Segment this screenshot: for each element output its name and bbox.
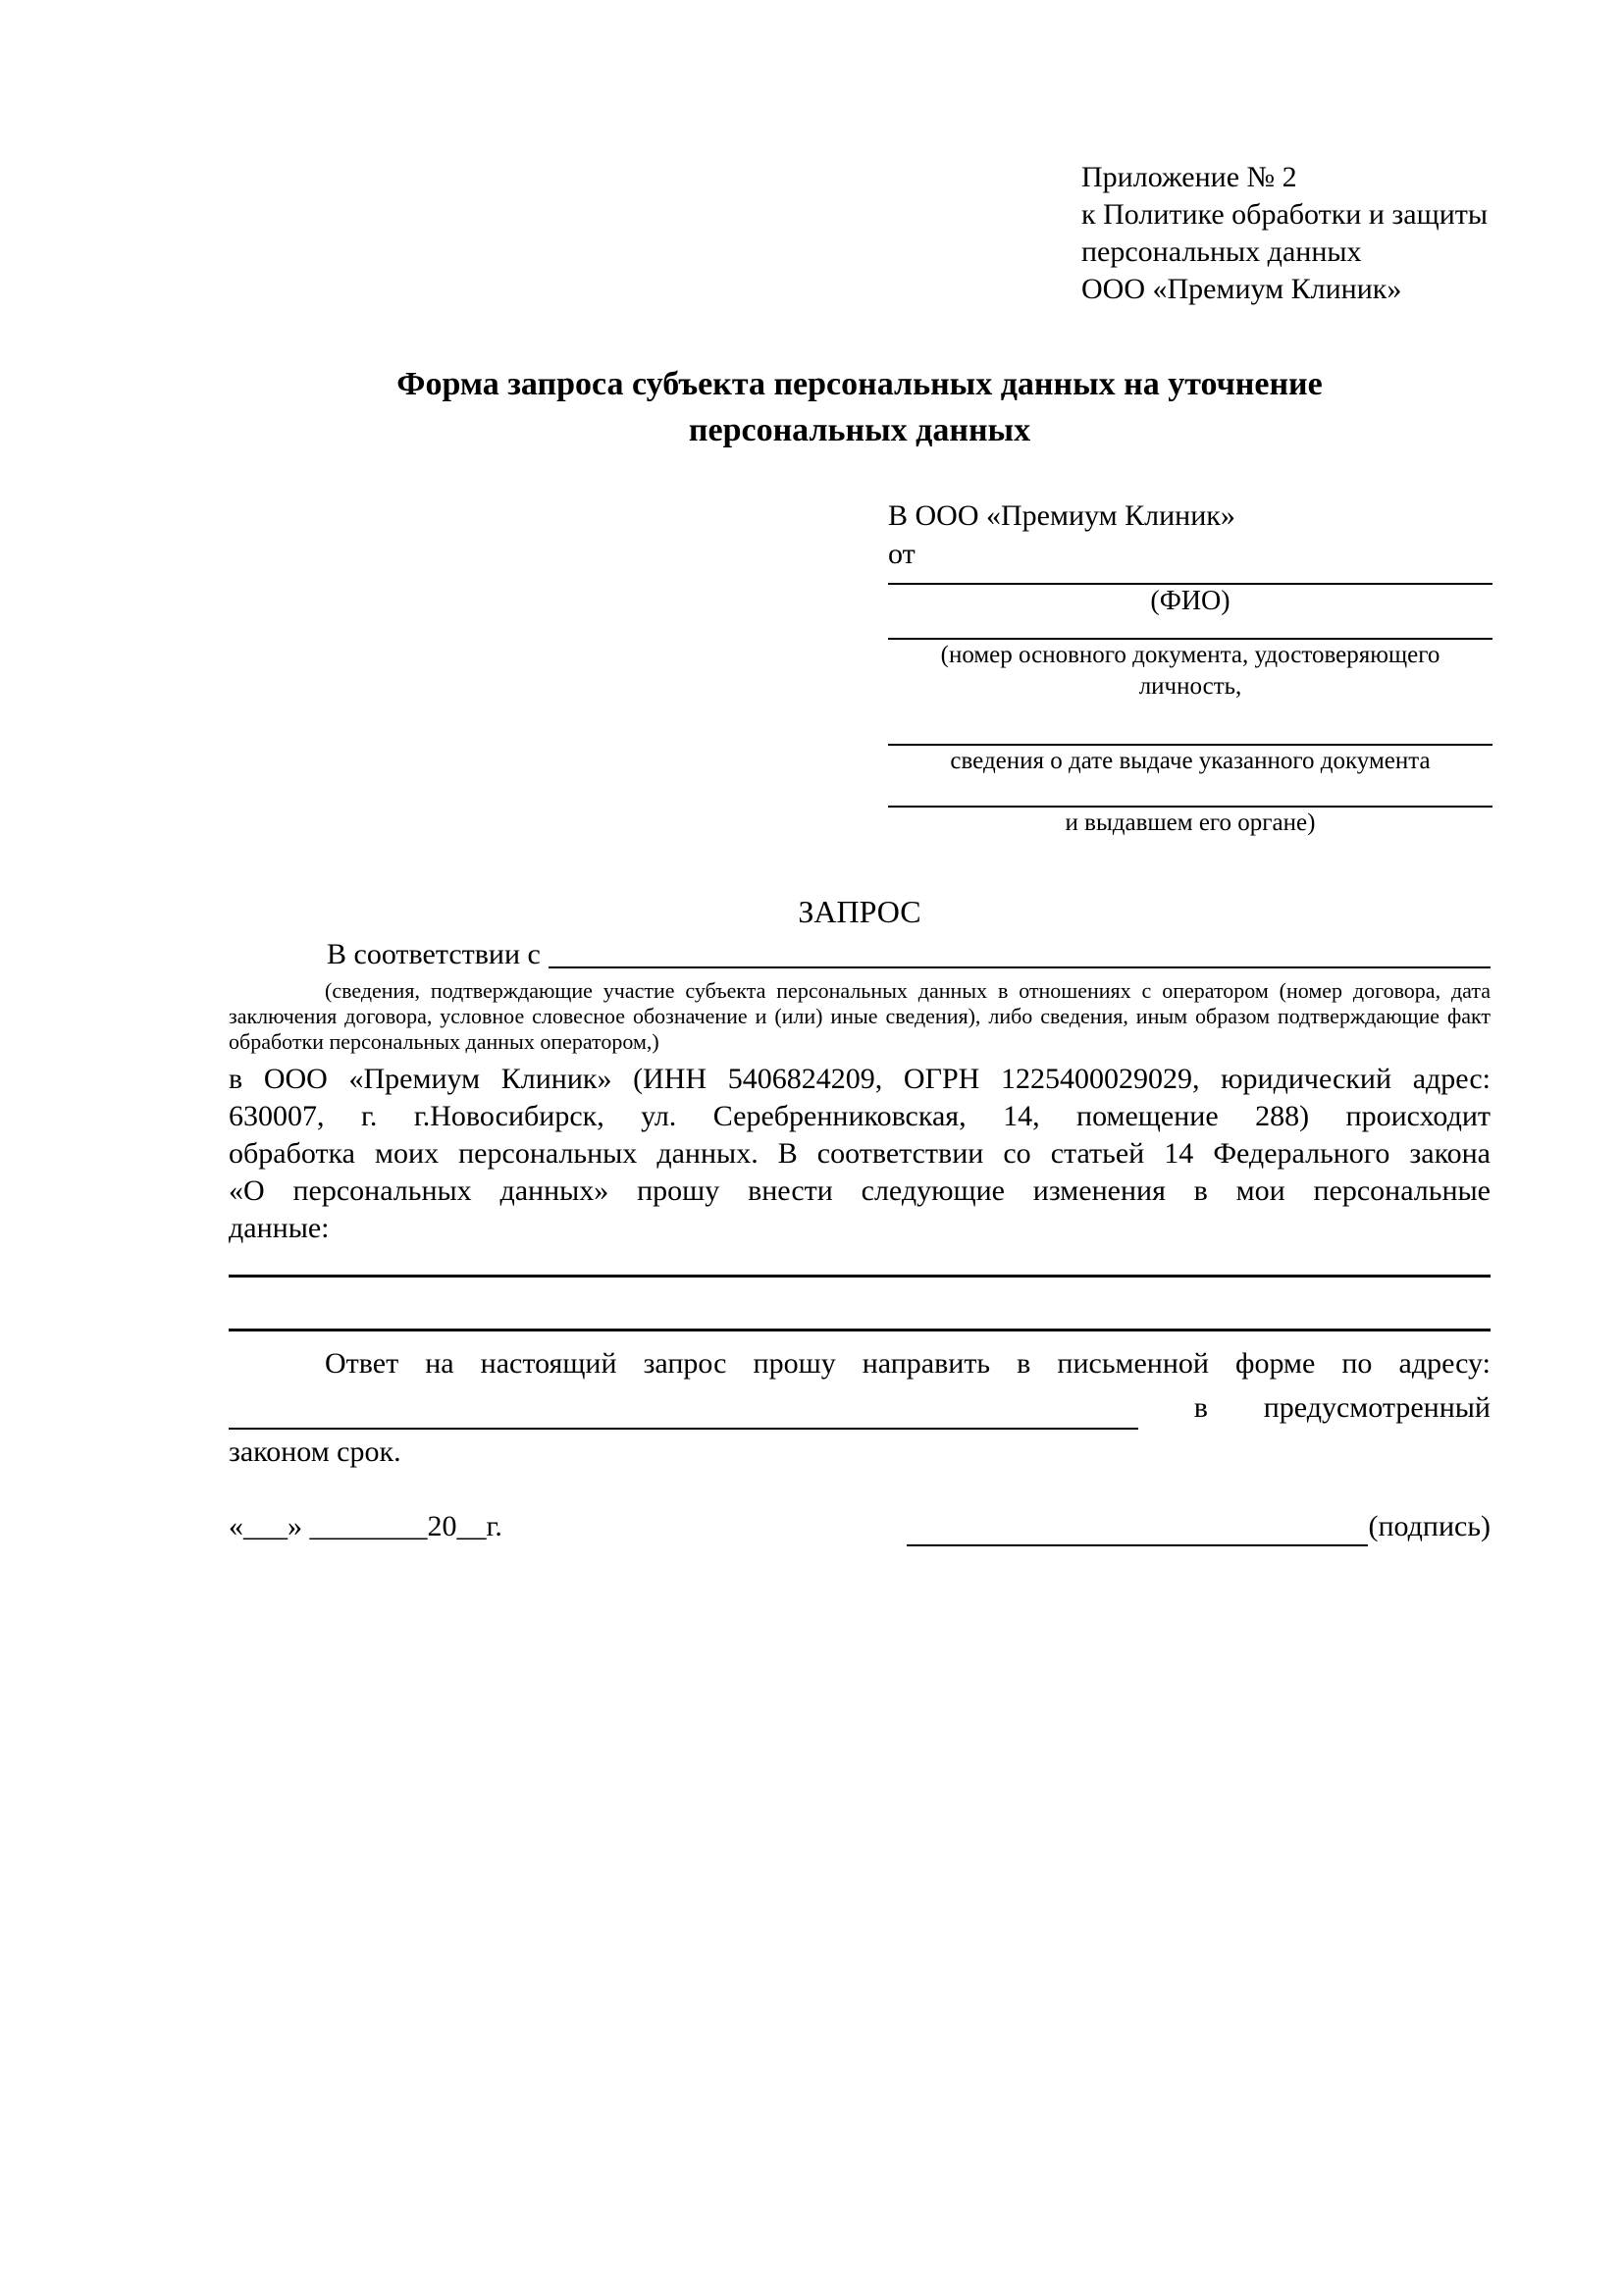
issue-date-caption: сведения о дате выдаче указанного документа: [950, 748, 1431, 774]
request-body-line: 630007, г. г.Новосибирск, ул. Серебренниковская, 14, помещение 288) происходит: [229, 1100, 1491, 1132]
addressee-block: [888, 496, 1492, 839]
accordance-blank-line: [549, 933, 1491, 968]
appendix-line: персональных данных: [1081, 235, 1362, 268]
request-body-line: данные:: [229, 1212, 330, 1244]
appendix-line: к Политике обработки и защиты: [1081, 198, 1489, 231]
changes-blank-line-1: [229, 1247, 1491, 1278]
request-body-line: обработка моих персональных данных. В соответствии со статьей 14 Федерального закона: [229, 1137, 1491, 1170]
document-number-caption: (номер основного документа, удостоверяющего личность,: [940, 642, 1440, 700]
document-title: [229, 361, 1491, 453]
request-body-line: «О персональных данных» прошу внести следующие изменения в мои персональные: [229, 1174, 1491, 1207]
appendix-line: Приложение № 2: [1081, 161, 1297, 193]
signature-row: [229, 1507, 1491, 1546]
document-number-blank-line: [888, 618, 1492, 640]
footnote-line: заключения договора, условное словесное обозначение и (или) иные сведения), либо сведения, иным образом подтверждающие факт: [229, 1004, 1491, 1028]
issuing-authority-caption: и выдавшем его органе): [1065, 809, 1316, 836]
response-word: предусмотренный: [1263, 1391, 1491, 1424]
request-body-line: в ООО «Премиум Клиник» (ИНН 5406824209, ОГРН 1225400029029, юридический адрес:: [229, 1063, 1491, 1095]
fio-blank-line: [888, 573, 1492, 585]
document-title-line: Форма запроса субъекта персональных данных на уточнение: [396, 366, 1323, 402]
footnote-line: обработки персональных данных оператором,): [229, 1029, 659, 1054]
footnote-line: (сведения, подтверждающие участие субъекта персональных данных в отношениях с оператором (номер договора, дата: [325, 978, 1491, 1003]
appendix-note: [1081, 159, 1491, 308]
issuing-authority-blank-line: [888, 777, 1492, 808]
document-title-line: персональных данных: [688, 412, 1031, 448]
appendix-line: ООО «Премиум Клиник»: [1081, 273, 1402, 305]
response-tail-line: законом срок.: [229, 1435, 401, 1468]
date-blank: «___» ________20__г.: [229, 1510, 502, 1542]
changes-blank-line-2: [229, 1278, 1491, 1331]
accordance-prefix: В соответствии с: [327, 938, 541, 970]
issue-date-blank-line: [888, 703, 1492, 746]
signature-blank-line: [907, 1511, 1368, 1546]
response-word: в: [1193, 1391, 1208, 1424]
address-blank-line: [229, 1392, 1138, 1430]
response-address-line: [229, 1385, 1491, 1430]
request-body: [229, 1061, 1491, 1247]
response-request-line: Ответ на настоящий запрос прошу направить в письменной форме по адресу:: [325, 1347, 1491, 1380]
addressee-to: В ООО «Премиум Клиник»: [888, 499, 1235, 532]
accordance-line: [229, 933, 1491, 976]
signature-caption: (подпись): [1368, 1510, 1491, 1542]
addressee-from: от: [888, 538, 916, 570]
request-heading: ЗАПРОС: [798, 894, 921, 929]
accordance-footnote: [229, 978, 1491, 1055]
signature-group: [907, 1507, 1491, 1546]
fio-caption: (ФИО): [1150, 586, 1230, 616]
